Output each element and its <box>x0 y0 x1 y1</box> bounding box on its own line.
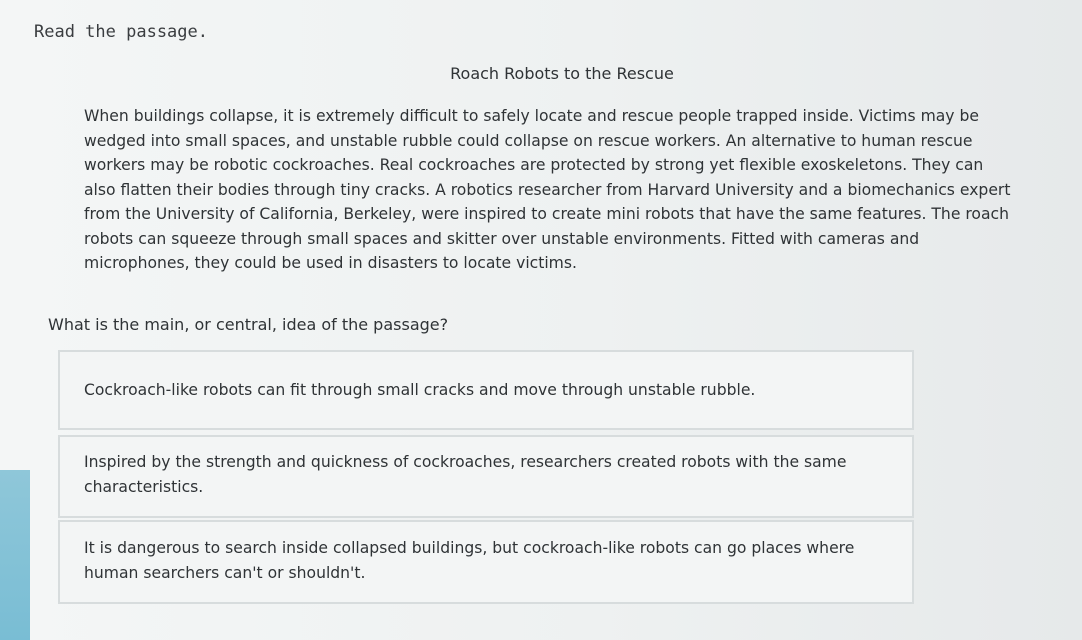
instruction-text: Read the passage. <box>34 22 208 42</box>
passage-title: Roach Robots to the Rescue <box>450 64 674 83</box>
left-edge-strip <box>0 470 30 640</box>
answer-choice-2[interactable]: Inspired by the strength and quickness of cockroaches, researchers created robots with the same characteristics. <box>58 435 914 518</box>
question-text: What is the main, or central, idea of the passage? <box>48 315 449 334</box>
passage-body: When buildings collapse, it is extremely difficult to safely locate and rescue people trapped inside. Victims may be wedged into small spaces, and unstable rubble could collapse on rescue workers. An alternative to human rescue workers may be robotic cockroaches. Real cockroaches are protected by strong yet flexible exoskeletons. They can also flatten their bodies through tiny cracks. A robotics researcher from Harvard University and a biomechanics expert from the University of California, Berkeley, were inspired to create mini robots that have the same features. The roach robots can squeeze through small spaces and skitter over unstable environments. Fitted with cameras and microphones, they could be used in disasters to locate victims. <box>84 107 1011 272</box>
answer-choice-1[interactable]: Cockroach-like robots can fit through small cracks and move through unstable rubble. <box>58 350 914 430</box>
answer-choice-3[interactable]: It is dangerous to search inside collapsed buildings, but cockroach-like robots can go places where human searchers can't or shouldn't. <box>58 520 914 604</box>
